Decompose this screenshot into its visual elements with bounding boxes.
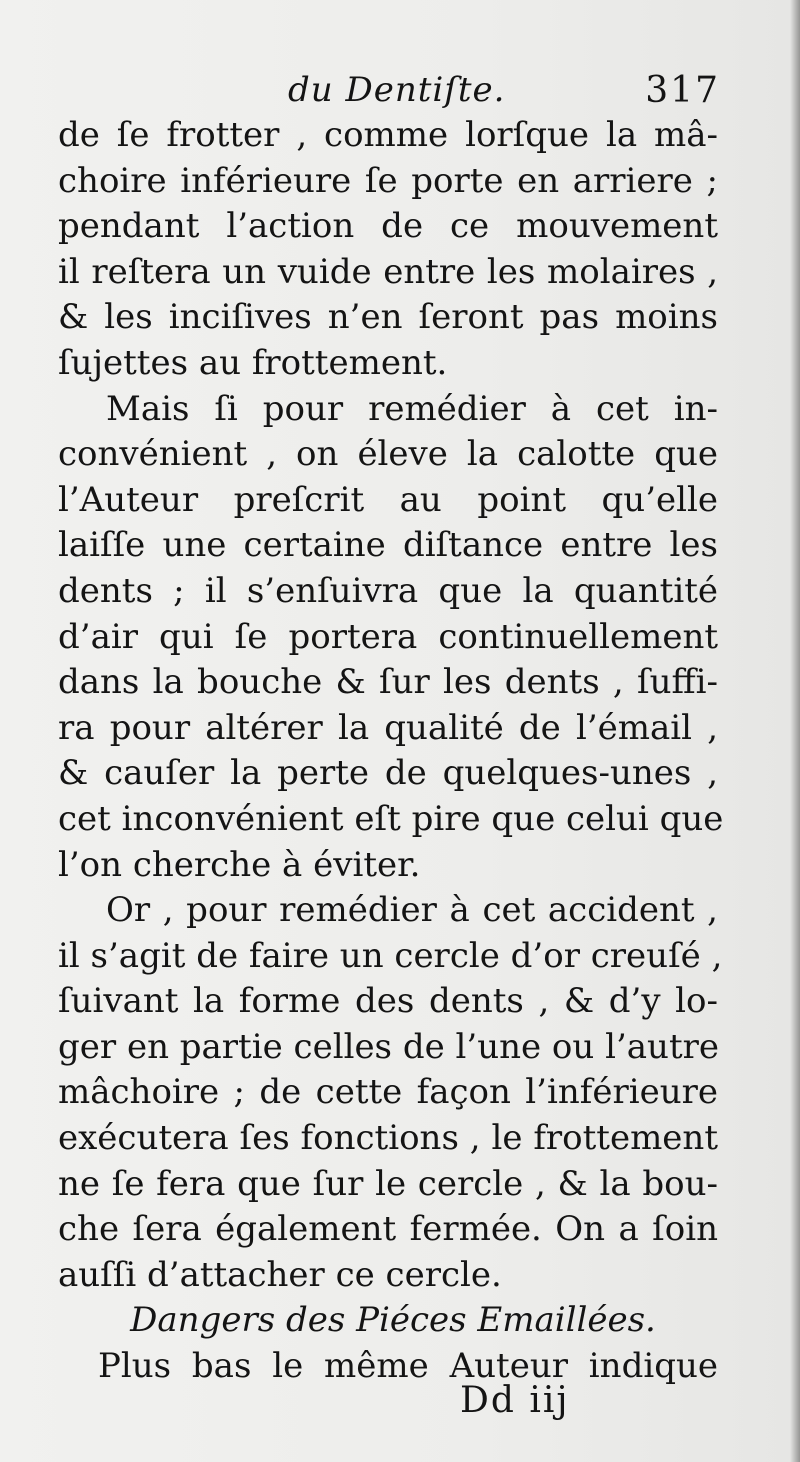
- text-line: ſuivant la forme des dents , & d’y lo-: [58, 981, 718, 1022]
- text-line: mâchoire ; de cette façon l’inférieure: [58, 1072, 718, 1113]
- text-line: l’Auteur preſcrit au point qu’elle: [58, 479, 718, 520]
- paragraph-start-line: Or , pour remédier à cet accident ,: [106, 890, 718, 931]
- text-line: laiſſe une certaine diſtance entre les: [58, 525, 718, 566]
- body-text: [58, 113, 724, 1390]
- text-line: exécutera ſes fonctions , le frottement: [58, 1118, 718, 1159]
- text-line: l’on cherche à éviter.: [58, 844, 421, 885]
- text-line: il s’agit de faire un cercle d’or creuſé ,: [58, 935, 723, 976]
- text-line: d’air qui ſe portera continuellement: [58, 616, 718, 657]
- running-title: du Dentiſte.: [288, 70, 506, 110]
- section-heading: Dangers des Piéces Emaillées.: [130, 1300, 656, 1341]
- text-line: ſujettes au frottement.: [58, 342, 448, 383]
- paragraph-start-line: Mais ſi pour remédier à cet in-: [106, 388, 718, 429]
- text-line: il reſtera un vuide entre les molaires ,: [58, 251, 718, 292]
- text-line: cet inconvénient eſt pire que celui que: [58, 798, 724, 839]
- text-line: dans la bouche & ſur les dents , ſuffi-: [58, 662, 718, 703]
- text-line: ra pour altérer la qualité de l’émail ,: [58, 707, 718, 748]
- text-line: ger en partie celles de l’une ou l’autre: [58, 1026, 719, 1067]
- page-number: 317: [645, 70, 720, 111]
- signature-mark: Dd iij: [460, 1380, 570, 1421]
- text-line: & les inciſives n’en ſeront pas moins: [58, 297, 718, 338]
- text-line: dents ; il s’enſuivra que la quantité: [58, 570, 718, 611]
- text-line: convénient , on éleve la calotte que: [58, 434, 718, 475]
- paragraph-start-line: Plus bas le même Auteur indique: [98, 1346, 718, 1387]
- text-line: de ſe frotter , comme lorſque la mâ-: [58, 115, 718, 155]
- text-line: choire inférieure ſe porte en arriere ;: [58, 160, 718, 201]
- page-edge-shadow: [790, 0, 800, 1462]
- text-line: & cauſer la perte de quelques-unes ,: [58, 753, 718, 794]
- text-line: ne ſe fera que ſur le cercle , & la bou-: [58, 1163, 718, 1204]
- text-line: auſſi d’attacher ce cercle.: [58, 1254, 502, 1295]
- text-line: che ſera également fermée. On a ſoin: [58, 1209, 718, 1250]
- text-line: pendant l’action de ce mouvement: [58, 206, 718, 247]
